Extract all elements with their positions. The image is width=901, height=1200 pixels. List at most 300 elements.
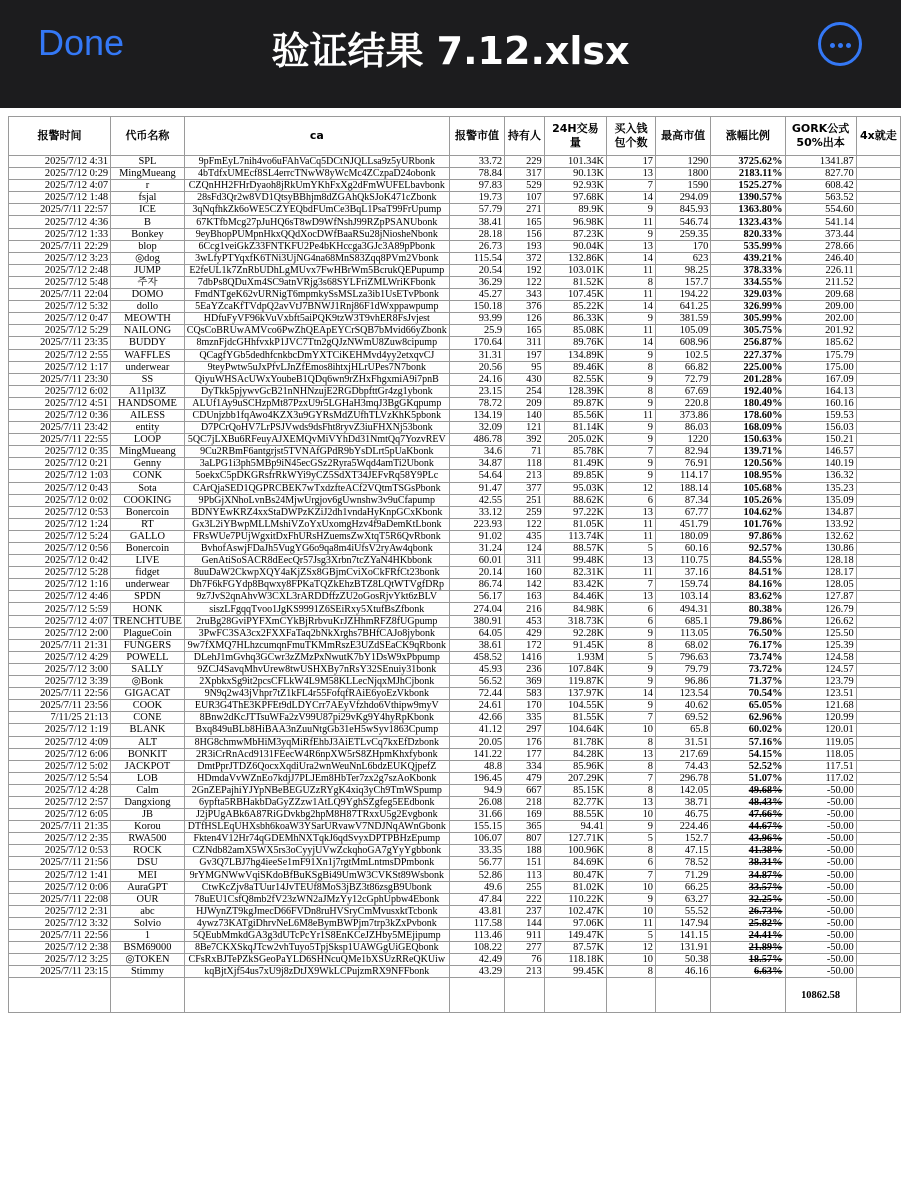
cell-max-mcap[interactable]: 68.02 [655,639,710,651]
cell-24h-volume[interactable]: 205.02K [544,434,606,446]
cell-ca[interactable]: HDfuFyVF96kVuVxbft5aiPQK9tzW3T9vhER8FsJvjest [184,313,449,325]
cell-holders[interactable]: 71 [505,446,545,458]
cell-time[interactable]: 2025/7/12 5:54 [9,772,111,784]
cell-buy-wallets[interactable]: 13 [607,748,656,760]
cell-max-mcap[interactable]: 103.14 [655,591,710,603]
cell-ca[interactable]: 9w7fXMQ7HLhzcumqnFmuTKMmRszE3UZdSEaCK9qRbonk [184,639,449,651]
cell-buy-wallets[interactable]: 9 [607,627,656,639]
cell-time[interactable]: 2025/7/12 3:25 [9,954,111,966]
cell-24h-volume[interactable]: 85.56K [544,409,606,421]
cell-alert-mcap[interactable]: 115.54 [449,252,504,264]
cell-holders[interactable]: 251 [505,494,545,506]
cell-holders[interactable]: 429 [505,627,545,639]
cell-ca[interactable]: QiyuWHSAcUWxYoubeB1QDq6wn9rZHxFhgxmiA9i7pnB [184,373,449,385]
cell-max-mcap[interactable]: 86.03 [655,422,710,434]
cell-alert-mcap[interactable]: 19.73 [449,192,504,204]
cell-buy-wallets[interactable]: 11 [607,325,656,337]
cell-alert-mcap[interactable]: 134.19 [449,409,504,421]
cell-gain-ratio[interactable]: 57.16% [711,736,785,748]
cell-4x-exit[interactable] [856,397,900,409]
cell-time[interactable]: 2025/7/12 2:38 [9,942,111,954]
cell-gork-formula[interactable]: 827.70 [785,168,856,180]
cell-4x-exit[interactable] [856,869,900,881]
cell-gain-ratio[interactable]: 201.28% [711,373,785,385]
cell-buy-wallets[interactable]: 7 [607,869,656,881]
cell-alert-mcap[interactable]: 36.29 [449,276,504,288]
cell-token-name[interactable]: A11pl3Z [111,385,185,397]
cell-gain-ratio[interactable]: 51.07% [711,772,785,784]
cell-buy-wallets[interactable]: 9 [607,228,656,240]
cell-holders[interactable]: 126 [505,313,545,325]
cell-ca[interactable]: 6ypfta5RBHakbDaGyZZzw1AtLQ9YghSZgfeg5EEdbonk [184,796,449,808]
cell-gork-formula[interactable]: -50.00 [785,893,856,905]
cell-4x-exit[interactable] [856,264,900,276]
cell-holders[interactable]: 529 [505,180,545,192]
cell-max-mcap[interactable]: 40.62 [655,700,710,712]
cell-ca[interactable]: 67KTfbMcg27pJuHQ6sT8wD9WfNshJ99RZpPSANUbonk [184,216,449,228]
cell-token-name[interactable]: Solvio [111,917,185,929]
cell-24h-volume[interactable]: 92.28K [544,627,606,639]
cell-token-name[interactable]: RWA500 [111,833,185,845]
cell-time[interactable]: 2025/7/12 0:06 [9,881,111,893]
cell-holders[interactable]: 479 [505,772,545,784]
cell-4x-exit[interactable] [856,543,900,555]
cell-ca[interactable]: DTfHSLEqUHXsbh6koaW3YSarURvawV7NDJNqAWnGbonk [184,821,449,833]
cell-ca[interactable]: 9N9q2w43jVhpr7tZ1kFL4r55FofqfRAiE6yoEzVkbonk [184,688,449,700]
cell-ca[interactable]: 5EaYZcaKfTVdpQ2avVtJ7BNWJ1Rnj86F1dWxppawpump [184,301,449,313]
cell-gain-ratio[interactable]: 33.57% [711,881,785,893]
cell-token-name[interactable]: fidget [111,567,185,579]
cell-buy-wallets[interactable]: 13 [607,168,656,180]
cell-max-mcap[interactable]: 65.8 [655,724,710,736]
cell-token-name[interactable]: JACKPOT [111,760,185,772]
cell-holders[interactable]: 317 [505,168,545,180]
cell-alert-mcap[interactable]: 20.56 [449,361,504,373]
cell-24h-volume[interactable]: 85.08K [544,325,606,337]
cell-ca[interactable]: 9PbGjXNhoLvnBs24MjwUrgjov6gUwnshw3v9uCfapump [184,494,449,506]
cell-gain-ratio[interactable]: 70.54% [711,688,785,700]
cell-4x-exit[interactable] [856,942,900,954]
cell-token-name[interactable]: Bonkey [111,228,185,240]
cell-alert-mcap[interactable]: 23.15 [449,385,504,397]
cell-ca[interactable]: BDNYEwKRZ4xxStaDWPzKZiJ2dh1vndaHyKnpGCxKbonk [184,506,449,518]
cell-alert-mcap[interactable]: 78.72 [449,397,504,409]
cell-24h-volume[interactable]: 88.57K [544,543,606,555]
cell-alert-mcap[interactable]: 43.29 [449,966,504,978]
cell-24h-volume[interactable]: 87.23K [544,228,606,240]
cell-gork-formula[interactable]: 126.62 [785,615,856,627]
cell-holders[interactable]: 188 [505,845,545,857]
cell-gain-ratio[interactable]: 54.15% [711,748,785,760]
cell-time[interactable]: 2025/7/11 23:30 [9,373,111,385]
cell-holders[interactable]: 169 [505,809,545,821]
cell-24h-volume[interactable]: 132.86K [544,252,606,264]
cell-4x-exit[interactable] [856,252,900,264]
cell-holders[interactable]: 372 [505,252,545,264]
cell-buy-wallets[interactable]: 7 [607,180,656,192]
cell-buy-wallets[interactable]: 9 [607,434,656,446]
cell-buy-wallets[interactable]: 5 [607,543,656,555]
cell-buy-wallets[interactable]: 6 [607,857,656,869]
cell-time[interactable]: 2025/7/12 2:00 [9,627,111,639]
cell-ca[interactable]: CZQnHH2FHrDyaoh8jRkUmYKhFxXg2dFmWUFELbavbonk [184,180,449,192]
cell-max-mcap[interactable]: 102.5 [655,349,710,361]
cell-token-name[interactable]: AuraGPT [111,881,185,893]
col-header-buy-wallets[interactable]: 买入钱包个数 [607,117,656,156]
cell-gain-ratio[interactable]: 60.02% [711,724,785,736]
cell-4x-exit[interactable] [856,833,900,845]
cell-time[interactable]: 2025/7/12 5:29 [9,325,111,337]
cell-ca[interactable]: 5QEubMmkdGA3g3dUTcPcYr1S8EnKCeJZHby5MEjipump [184,930,449,942]
cell-token-name[interactable]: entity [111,422,185,434]
cell-gork-formula[interactable]: 124.57 [785,663,856,675]
cell-gain-ratio[interactable]: 439.21% [711,252,785,264]
cell-max-mcap[interactable]: 87.34 [655,494,710,506]
cell-gain-ratio[interactable]: 41.38% [711,845,785,857]
cell-ca[interactable]: 7dbPs8QDuXm4SC9atnVRjg3s68SYLFriZMLWriKFbonk [184,276,449,288]
col-header-gain-ratio[interactable]: 涨幅比例 [711,117,785,156]
cell-ca[interactable]: CQsCoBRUwAMVco6PwZhQEApEYCrSQB7bMvid66yZbonk [184,325,449,337]
cell-time[interactable]: 2025/7/11 23:15 [9,966,111,978]
cell-buy-wallets[interactable]: 13 [607,591,656,603]
cell-24h-volume[interactable]: 84.46K [544,591,606,603]
cell-time[interactable]: 2025/7/12 2:48 [9,264,111,276]
cell-4x-exit[interactable] [856,724,900,736]
cell-time[interactable]: 2025/7/12 0:29 [9,168,111,180]
cell-ca[interactable]: 8Be7CKXSkqJTcw2vhTuyo5TpjSksp1UAWGgUiGEQbonk [184,942,449,954]
cell-max-mcap[interactable]: 381.59 [655,313,710,325]
cell-4x-exit[interactable] [856,712,900,724]
total-sum-cell[interactable]: 10862.58 [785,978,856,1013]
cell-gain-ratio[interactable]: 80.38% [711,603,785,615]
cell-ca[interactable]: 3qNqfhkZk6oWE5CZYEQbdFUmCe3BqL1PsaT99FrUpump [184,204,449,216]
cell-holders[interactable]: 113 [505,869,545,881]
cell-token-name[interactable]: HONK [111,603,185,615]
cell-alert-mcap[interactable]: 86.74 [449,579,504,591]
cell-token-name[interactable]: ROCK [111,845,185,857]
cell-24h-volume[interactable]: 102.47K [544,905,606,917]
cell-alert-mcap[interactable]: 31.66 [449,809,504,821]
cell-max-mcap[interactable]: 55.52 [655,905,710,917]
cell-buy-wallets[interactable]: 7 [607,446,656,458]
cell-ca[interactable]: HDmdaVvWZnEo7kdjJ7PLJEm8HbTer7zx2g7szAoKbonk [184,772,449,784]
cell-4x-exit[interactable] [856,446,900,458]
cell-buy-wallets[interactable]: 8 [607,736,656,748]
cell-buy-wallets[interactable]: 5 [607,833,656,845]
cell-24h-volume[interactable]: 318.73K [544,615,606,627]
cell-time[interactable]: 2025/7/11 22:08 [9,893,111,905]
cell-max-mcap[interactable]: 98.25 [655,264,710,276]
cell-gork-formula[interactable]: 120.01 [785,724,856,736]
cell-token-name[interactable]: CONE [111,712,185,724]
cell-token-name[interactable]: MingMueang [111,168,185,180]
cell-holders[interactable]: 216 [505,603,545,615]
cell-4x-exit[interactable] [856,373,900,385]
cell-gork-formula[interactable]: 130.86 [785,543,856,555]
cell-alert-mcap[interactable]: 20.05 [449,736,504,748]
cell-buy-wallets[interactable]: 14 [607,301,656,313]
cell-alert-mcap[interactable]: 93.99 [449,313,504,325]
cell-gain-ratio[interactable]: 62.96% [711,712,785,724]
cell-token-name[interactable]: LIVE [111,555,185,567]
cell-alert-mcap[interactable]: 34.87 [449,458,504,470]
cell-24h-volume[interactable]: 89.85K [544,470,606,482]
cell-max-mcap[interactable]: 217.69 [655,748,710,760]
cell-alert-mcap[interactable]: 380.91 [449,615,504,627]
cell-holders[interactable]: 156 [505,228,545,240]
cell-alert-mcap[interactable]: 72.44 [449,688,504,700]
cell-24h-volume[interactable]: 82.77K [544,796,606,808]
cell-time[interactable]: 2025/7/12 4:07 [9,615,111,627]
cell-token-name[interactable]: COOKING [111,494,185,506]
cell-max-mcap[interactable]: 82.94 [655,446,710,458]
cell-holders[interactable]: 218 [505,796,545,808]
cell-ca[interactable]: 8uuDaW2CkwpXQY4aKjZSx8GBjmCviXoCkFRfCt23bonk [184,567,449,579]
cell-max-mcap[interactable]: 123.54 [655,688,710,700]
cell-4x-exit[interactable] [856,276,900,288]
cell-4x-exit[interactable] [856,530,900,542]
cell-holders[interactable]: 177 [505,748,545,760]
cell-max-mcap[interactable]: 113.05 [655,627,710,639]
cell-time[interactable]: 2025/7/12 6:06 [9,748,111,760]
cell-holders[interactable]: 453 [505,615,545,627]
cell-max-mcap[interactable]: 294.09 [655,192,710,204]
cell-max-mcap[interactable]: 1290 [655,156,710,168]
cell-24h-volume[interactable]: 89.76K [544,337,606,349]
cell-alert-mcap[interactable]: 56.52 [449,676,504,688]
cell-holders[interactable]: 151 [505,857,545,869]
cell-4x-exit[interactable] [856,385,900,397]
cell-max-mcap[interactable]: 63.27 [655,893,710,905]
cell-time[interactable]: 2025/7/12 4:09 [9,736,111,748]
cell-time[interactable]: 2025/7/11 23:42 [9,422,111,434]
cell-gain-ratio[interactable]: 26.73% [711,905,785,917]
cell-ca[interactable]: Gv3Q7LBJ7hg4ieeSe1mF91Xn1j7rgtMmLntmsDPmbonk [184,857,449,869]
cell-ca[interactable]: 8mznFjdcGHhfvxkP1JVC7Ttn2gQJzNWmU8Zuw8cipump [184,337,449,349]
cell-token-name[interactable]: OUR [111,893,185,905]
cell-4x-exit[interactable] [856,156,900,168]
cell-max-mcap[interactable]: 76.91 [655,458,710,470]
cell-max-mcap[interactable]: 78.52 [655,857,710,869]
cell-24h-volume[interactable]: 207.29K [544,772,606,784]
cell-token-name[interactable]: 주자 [111,276,185,288]
cell-holders[interactable]: 213 [505,470,545,482]
cell-buy-wallets[interactable]: 9 [607,458,656,470]
cell-gork-formula[interactable]: 211.52 [785,276,856,288]
cell-gain-ratio[interactable]: 92.57% [711,543,785,555]
cell-buy-wallets[interactable]: 10 [607,809,656,821]
cell-gork-formula[interactable]: -50.00 [785,821,856,833]
cell-holders[interactable]: 236 [505,663,545,675]
cell-max-mcap[interactable]: 152.7 [655,833,710,845]
cell-24h-volume[interactable]: 83.42K [544,579,606,591]
empty-cell[interactable] [9,978,111,1013]
cell-time[interactable]: 2025/7/12 1:33 [9,228,111,240]
cell-gain-ratio[interactable]: 108.95% [711,470,785,482]
cell-holders[interactable]: 271 [505,204,545,216]
cell-24h-volume[interactable]: 149.47K [544,930,606,942]
cell-max-mcap[interactable]: 142.05 [655,784,710,796]
cell-gain-ratio[interactable]: 180.49% [711,397,785,409]
cell-gain-ratio[interactable]: 48.43% [711,796,785,808]
cell-ca[interactable]: J2jPUgABk6A87RiGDvkbg2hpM8H87TRxxU5g2Evgbonk [184,809,449,821]
cell-token-name[interactable]: Sota [111,482,185,494]
cell-4x-exit[interactable] [856,591,900,603]
cell-ca[interactable]: 3wLfyPTYqxfK6TNi3UjNG4na68MnS83Zqq8PVm2Vbonk [184,252,449,264]
cell-time[interactable]: 2025/7/12 1:03 [9,470,111,482]
cell-4x-exit[interactable] [856,748,900,760]
cell-24h-volume[interactable]: 81.55K [544,712,606,724]
cell-gain-ratio[interactable]: 25.82% [711,917,785,929]
cell-gain-ratio[interactable]: 1525.27% [711,180,785,192]
cell-24h-volume[interactable]: 82.31K [544,567,606,579]
cell-24h-volume[interactable]: 81.49K [544,458,606,470]
cell-buy-wallets[interactable]: 9 [607,313,656,325]
cell-gain-ratio[interactable]: 3725.62% [711,156,785,168]
cell-time[interactable]: 2025/7/11 22:04 [9,289,111,301]
cell-token-name[interactable]: Stimmy [111,966,185,978]
cell-alert-mcap[interactable]: 20.14 [449,567,504,579]
cell-ca[interactable]: CtwKcZjv8aTUur14JvTEUf8MoS3jBZ3t86zsgB9Ubonk [184,881,449,893]
cell-token-name[interactable]: ◎Bonk [111,676,185,688]
cell-4x-exit[interactable] [856,555,900,567]
cell-gork-formula[interactable]: -50.00 [785,809,856,821]
cell-buy-wallets[interactable]: 13 [607,240,656,252]
cell-4x-exit[interactable] [856,917,900,929]
cell-max-mcap[interactable]: 72.79 [655,373,710,385]
cell-token-name[interactable]: POWELL [111,651,185,663]
cell-buy-wallets[interactable]: 9 [607,349,656,361]
cell-gain-ratio[interactable]: 256.87% [711,337,785,349]
cell-buy-wallets[interactable]: 14 [607,192,656,204]
cell-alert-mcap[interactable]: 42.49 [449,954,504,966]
cell-alert-mcap[interactable]: 113.46 [449,930,504,942]
cell-4x-exit[interactable] [856,905,900,917]
cell-gork-formula[interactable]: 554.60 [785,204,856,216]
cell-token-name[interactable]: BLANK [111,724,185,736]
cell-token-name[interactable]: ICE [111,204,185,216]
cell-gain-ratio[interactable]: 84.51% [711,567,785,579]
cell-gain-ratio[interactable]: 1390.57% [711,192,785,204]
cell-time[interactable]: 2025/7/12 0:53 [9,845,111,857]
cell-gork-formula[interactable]: 175.00 [785,361,856,373]
cell-time[interactable]: 2025/7/12 2:57 [9,796,111,808]
cell-4x-exit[interactable] [856,893,900,905]
cell-token-name[interactable]: ALT [111,736,185,748]
cell-24h-volume[interactable]: 89.87K [544,397,606,409]
cell-holders[interactable]: 334 [505,760,545,772]
cell-time[interactable]: 2025/7/12 1:48 [9,192,111,204]
cell-4x-exit[interactable] [856,168,900,180]
cell-alert-mcap[interactable]: 150.18 [449,301,504,313]
col-header-time[interactable]: 报警时间 [9,117,111,156]
cell-gork-formula[interactable]: 123.51 [785,688,856,700]
cell-alert-mcap[interactable]: 43.81 [449,905,504,917]
cell-gain-ratio[interactable]: 79.86% [711,615,785,627]
cell-time[interactable]: 2025/7/12 2:55 [9,349,111,361]
empty-cell[interactable] [655,978,710,1013]
cell-time[interactable]: 2025/7/12 0:21 [9,458,111,470]
cell-24h-volume[interactable]: 90.04K [544,240,606,252]
cell-alert-mcap[interactable]: 32.09 [449,422,504,434]
cell-ca[interactable]: 5oekxC5pDKGRsfrRkWYi9yCZ5SdXT34JEFvRq58Y9PLc [184,470,449,482]
cell-4x-exit[interactable] [856,688,900,700]
cell-ca[interactable]: CDUnjzbb1fqAwo4KZX3u9GYRsMdZUfhTLVzKhK5pbonk [184,409,449,421]
cell-token-name[interactable]: SALLY [111,663,185,675]
cell-buy-wallets[interactable]: 9 [607,700,656,712]
cell-buy-wallets[interactable]: 11 [607,216,656,228]
cell-holders[interactable]: 297 [505,724,545,736]
cell-alert-mcap[interactable]: 196.45 [449,772,504,784]
cell-buy-wallets[interactable]: 9 [607,204,656,216]
cell-4x-exit[interactable] [856,422,900,434]
cell-gork-formula[interactable]: -50.00 [785,954,856,966]
cell-ca[interactable]: 9teyPwtw5uJxPfvLJnZfEmos8ihtxjHLrUPes7N7bonk [184,361,449,373]
cell-buy-wallets[interactable]: 13 [607,506,656,518]
cell-holders[interactable]: 229 [505,156,545,168]
cell-max-mcap[interactable]: 66.82 [655,361,710,373]
cell-buy-wallets[interactable]: 9 [607,397,656,409]
cell-gork-formula[interactable]: -50.00 [785,930,856,942]
cell-ca[interactable]: 8HG8chmwMbHiM3yqMiRfEhbJ3AiETLvCq7kxEfDzbonk [184,736,449,748]
cell-gain-ratio[interactable]: 535.99% [711,240,785,252]
empty-cell[interactable] [449,978,504,1013]
cell-max-mcap[interactable]: 46.16 [655,966,710,978]
cell-gork-formula[interactable]: 1341.87 [785,156,856,168]
cell-ca[interactable]: E2feUL1k7ZnRbUDhLgMUvx7FwHBrWm5BcrukQEPupump [184,264,449,276]
cell-holders[interactable]: 369 [505,676,545,688]
cell-holders[interactable]: 121 [505,422,545,434]
cell-4x-exit[interactable] [856,409,900,421]
cell-buy-wallets[interactable]: 9 [607,893,656,905]
cell-buy-wallets[interactable]: 5 [607,930,656,942]
cell-24h-volume[interactable]: 86.33K [544,313,606,325]
cell-token-name[interactable]: SS [111,373,185,385]
cell-alert-mcap[interactable]: 106.07 [449,833,504,845]
cell-24h-volume[interactable]: 99.45K [544,966,606,978]
cell-time[interactable]: 2025/7/12 0:35 [9,446,111,458]
cell-token-name[interactable]: ◎TOKEN [111,954,185,966]
cell-max-mcap[interactable]: 623 [655,252,710,264]
cell-gain-ratio[interactable]: 139.71% [711,446,785,458]
cell-token-name[interactable]: AILESS [111,409,185,421]
cell-ca[interactable]: Bxq849uBLb8HiBAA3nZuuNtgGb31eH5wSyv1863Cpump [184,724,449,736]
cell-time[interactable]: 2025/7/12 3:23 [9,252,111,264]
cell-max-mcap[interactable]: 1800 [655,168,710,180]
cell-24h-volume[interactable]: 94.41 [544,821,606,833]
cell-time[interactable]: 2025/7/12 1:17 [9,361,111,373]
cell-24h-volume[interactable]: 103.01K [544,264,606,276]
cell-time[interactable]: 2025/7/12 2:35 [9,833,111,845]
cell-gork-formula[interactable]: 117.51 [785,760,856,772]
cell-alert-mcap[interactable]: 34.6 [449,446,504,458]
cell-gork-formula[interactable]: 136.32 [785,470,856,482]
cell-max-mcap[interactable]: 79.79 [655,663,710,675]
cell-4x-exit[interactable] [856,180,900,192]
cell-4x-exit[interactable] [856,821,900,833]
cell-holders[interactable]: 311 [505,555,545,567]
cell-gork-formula[interactable]: 146.57 [785,446,856,458]
cell-ca[interactable]: 6Ccg1veiGkZ33FNTKFU2Pe4bKHccga3GJc3A89pPbonk [184,240,449,252]
cell-max-mcap[interactable]: 69.52 [655,712,710,724]
cell-alert-mcap[interactable]: 33.72 [449,156,504,168]
cell-24h-volume[interactable]: 89.9K [544,204,606,216]
cell-ca[interactable]: D7PCrQoHV7LrPSJVwds9dsFht8ryvZ3iuFHXNj53bonk [184,422,449,434]
cell-token-name[interactable]: MEOWTH [111,313,185,325]
cell-holders[interactable]: 430 [505,373,545,385]
cell-alert-mcap[interactable]: 223.93 [449,518,504,530]
cell-gain-ratio[interactable]: 97.86% [711,530,785,542]
